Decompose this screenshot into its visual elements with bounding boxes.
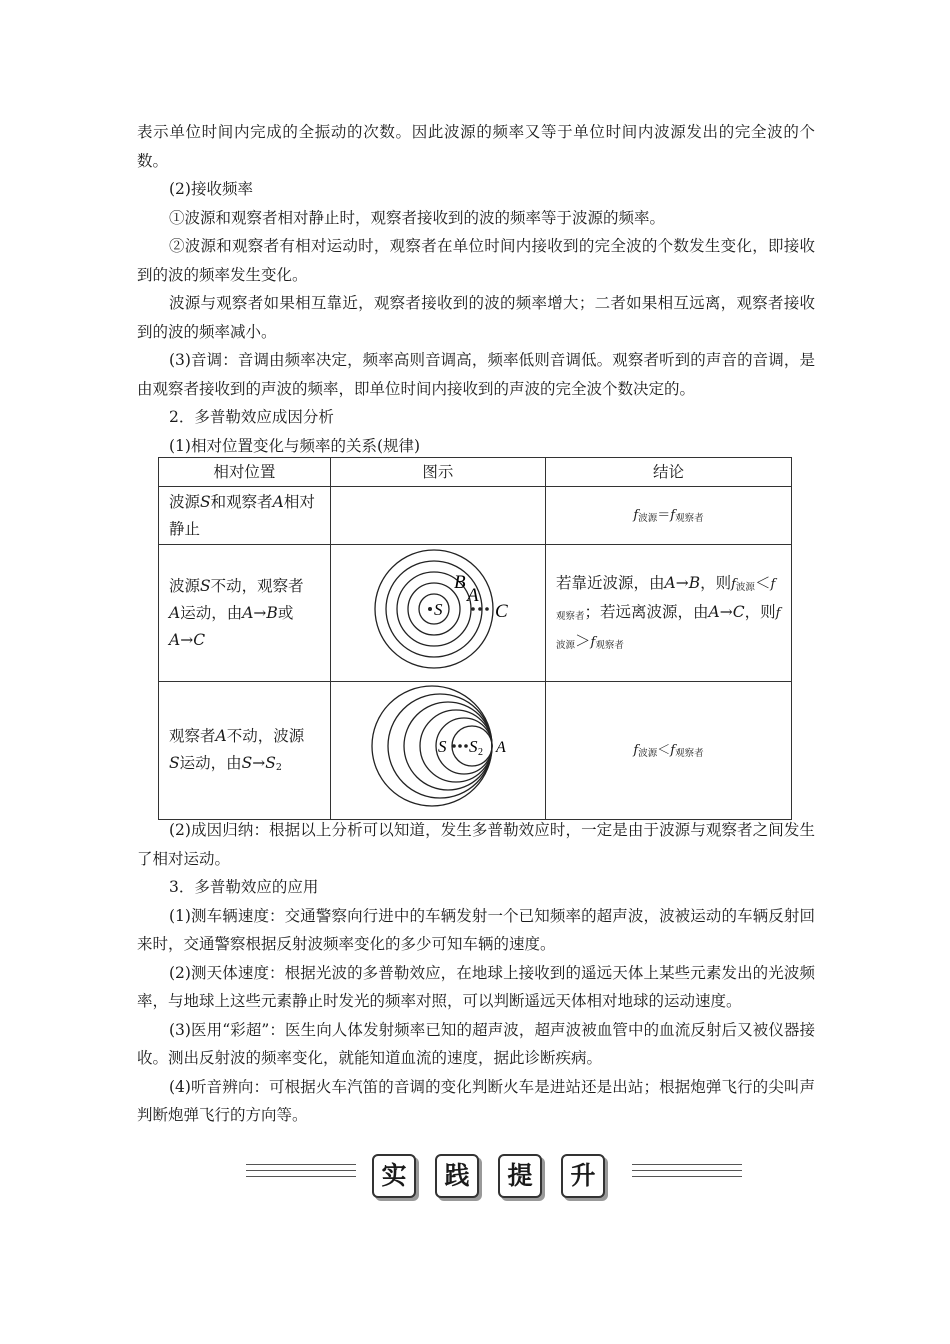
- paragraph: (2)接收频率: [169, 180, 253, 198]
- cell-figure: [330, 545, 545, 682]
- cell-conclusion: f波源＝f观察者: [545, 487, 791, 545]
- practice-banner: [246, 1150, 742, 1202]
- subsection-heading: (1)相对位置变化与频率的关系(规律): [169, 436, 421, 455]
- header-figure: 图示: [330, 458, 545, 487]
- text-block-bottom: [137, 816, 815, 1130]
- text-block-top: [137, 118, 815, 460]
- paragraph: 表示单位时间内完成的全振动的次数。因此波源的频率又等于单位时间内波源发出的完全波的个数。: [137, 123, 815, 170]
- table-header-row: [159, 458, 792, 487]
- doppler-table: [158, 457, 792, 820]
- banner-lines-right: [632, 1164, 742, 1186]
- table-row: [159, 682, 792, 820]
- table-row: [159, 545, 792, 682]
- header-conclusion: 结论: [545, 458, 791, 487]
- paragraph: (4)听音辨向：可根据火车汽笛的音调的变化判断火车是进站还是出站；根据炮弹飞行的尖叫声判断炮弹飞行的方向等。: [137, 1077, 815, 1124]
- label-a: A: [466, 584, 479, 606]
- banner-lines-left: [246, 1164, 356, 1186]
- moving-source-diagram: [368, 682, 508, 810]
- paragraph: (2)测天体速度：根据光波的多普勒效应，在地球上接收到的遥远天体上某些元素发出的光波频率，与地球上这些元素静止时发光的频率对照，可以判断遥远天体相对地球的运动速度。: [137, 963, 815, 1010]
- paragraph: (3)医用“彩超”：医生向人体发射频率已知的超声波，超声波被血管中的血流反射后又被仪器接收。测出反射波的频率变化，就能知道血流的速度，据此诊断疾病。: [137, 1020, 815, 1067]
- banner-char: 实: [372, 1154, 416, 1198]
- paragraph: (3)音调：音调由频率决定，频率高则音调高，频率低则音调低。观察者听到的声音的音调，是由观察者接收到的声波的频率，即单位时间内接收到的声波的完全波个数决定的。: [137, 351, 815, 398]
- cell-conclusion: 若靠近波源，由A→B，则f波源＜f观察者；若远离波源，由A→C，则f波源＞f观察者: [545, 545, 791, 682]
- paragraph: 波源与观察者如果相互靠近，观察者接收到的波的频率增大；二者如果相互远离，观察者接收到的波的频率减小。: [137, 294, 815, 341]
- cell-position: 观察者A不动，波源 S运动，由S→S2: [159, 682, 331, 820]
- section-heading: 2．多普勒效应成因分析: [169, 408, 334, 426]
- banner-char: 践: [435, 1154, 479, 1198]
- label-a: A: [495, 739, 506, 756]
- point-dot: [471, 607, 475, 611]
- paragraph: (1)测车辆速度：交通警察向行进中的车辆发射一个已知频率的超声波，波被运动的车辆反射回来时，交通警察根据反射波频率变化的多少可知车辆的速度。: [137, 906, 815, 953]
- source-dot: [428, 607, 432, 611]
- banner-char: 提: [498, 1154, 542, 1198]
- source-dot: [458, 744, 462, 748]
- cell-figure: [330, 682, 545, 820]
- point-dot: [478, 607, 482, 611]
- paragraph: ②波源和观察者有相对运动时，观察者在单位时间内接收到的完全波的个数发生变化，即接收到的波的频率发生变化。: [137, 237, 815, 284]
- banner-char: 升: [561, 1154, 605, 1198]
- cell-figure-empty: [330, 487, 545, 545]
- section-heading: 3．多普勒效应的应用: [169, 878, 319, 896]
- header-position: 相对位置: [159, 458, 331, 487]
- label-c: C: [494, 600, 508, 622]
- wavefront-circle: [420, 710, 492, 782]
- source-dot: [452, 744, 456, 748]
- label-b: B: [453, 571, 466, 593]
- cell-conclusion: f波源＜f观察者: [545, 682, 791, 820]
- paragraph: (2)成因归纳：根据以上分析可以知道，发生多普勒效应时，一定是由于波源与观察者之间发生了相对运动。: [137, 821, 815, 868]
- source-dot: [464, 744, 468, 748]
- table-row: [159, 487, 792, 545]
- label-s: S: [437, 737, 447, 756]
- cell-position: 波源S不动，观察者 A运动，由A→B或 A→C: [159, 545, 331, 682]
- paragraph: ①波源和观察者相对静止时，观察者接收到的波的频率等于波源的频率。: [169, 208, 666, 227]
- concentric-waves-diagram: [368, 547, 508, 671]
- label-s2: S: [468, 737, 478, 756]
- point-dot: [485, 607, 489, 611]
- label-s: S: [433, 599, 443, 619]
- wavefront-circle: [404, 702, 492, 790]
- label-s2-subscript: 2: [477, 747, 483, 758]
- cell-position: 波源S和观察者A相对静止: [159, 487, 331, 545]
